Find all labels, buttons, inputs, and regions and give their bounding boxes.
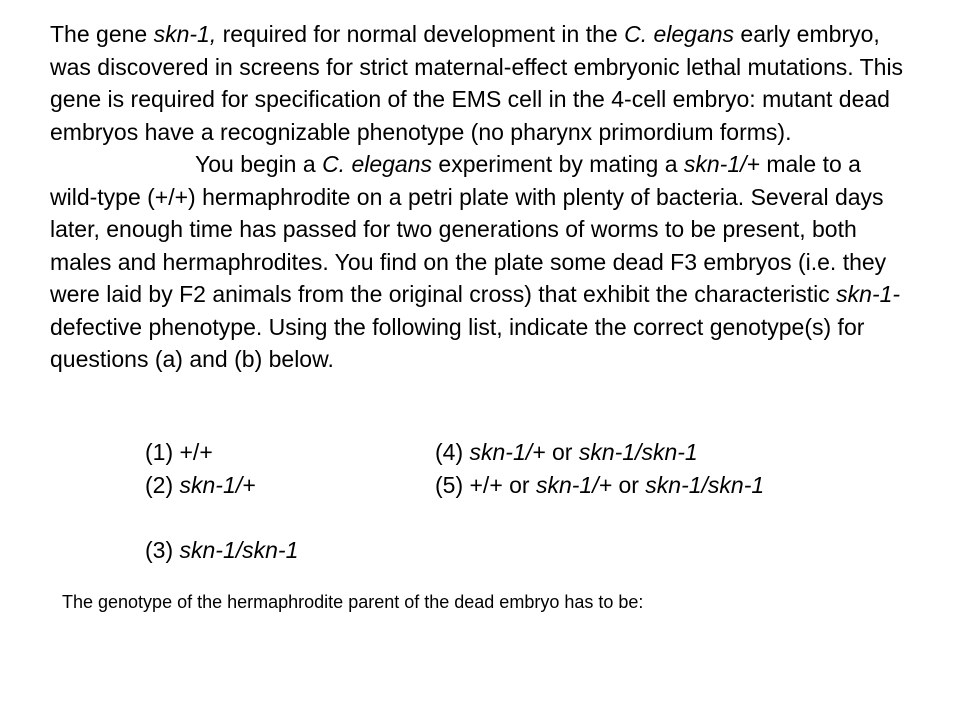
option-2: (2) skn-1/+	[145, 471, 256, 498]
genotype-text: skn-1/+	[683, 151, 760, 177]
options-row-1	[145, 436, 764, 469]
problem-text	[50, 18, 910, 376]
option-5: (5) +/+ or skn-1/+ or skn-1/skn-1	[435, 471, 765, 498]
gene-name: skn-1-	[836, 281, 901, 307]
species-name: C. elegans	[624, 21, 735, 47]
option-3: (3) skn-1/skn-1	[145, 536, 299, 563]
option-1: (1) +/+	[145, 439, 213, 465]
question-text: The genotype of the hermaphrodite parent of the dead embryo has to be:	[62, 592, 644, 612]
gene-name: skn-1,	[153, 21, 217, 47]
option-4: (4) skn-1/+ or skn-1/skn-1	[435, 439, 698, 465]
species-name: C. elegans	[322, 151, 433, 177]
paragraph-experiment: You begin a C. elegans experiment by mating a skn-1/+ male to a wild-type (+/+) hermaphrodite on a petri plate with plenty of bacteria. Several days later, enough time has passed for two generations of worms to be present, both males and hermaphrodites. You find on the plate some dead F3 embryos (i.e. they were laid by F2 animals from the original cross) that exhibit the characteristic skn-1- defective phenotype. Using the following list, indicate the correct genotype(s) for questions (a) and (b) below.	[50, 151, 901, 372]
genotype-options	[145, 436, 764, 566]
options-row-2	[145, 469, 764, 502]
options-spacer	[145, 501, 764, 534]
options-row-3	[145, 534, 764, 567]
paragraph-background: The gene skn-1, required for normal development in the C. elegans early embryo, was discovered in screens for strict maternal-effect embryonic lethal mutations. This gene is required for specification of the EMS cell in the 4-cell embryo: mutant dead embryos have a recognizable phenotype (no pharynx primordium forms).	[50, 21, 904, 145]
